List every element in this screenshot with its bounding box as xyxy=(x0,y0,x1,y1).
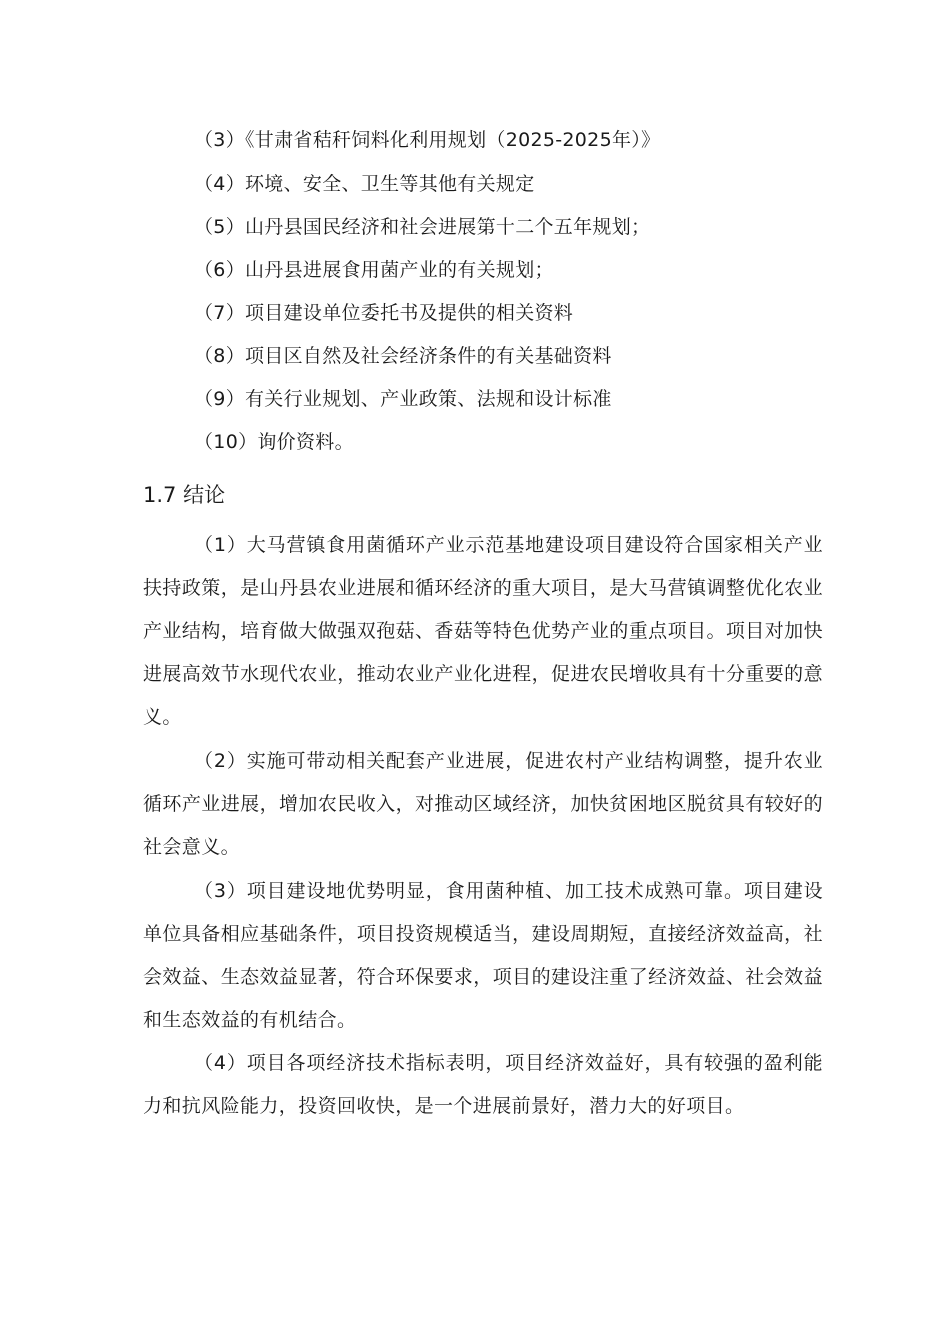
basis-item-7: （7）项目建设单位委托书及提供的相关资料 xyxy=(194,302,574,324)
basis-item-10: （10）询价资料。 xyxy=(194,431,354,453)
conclusion-paragraph-1: （1）大马营镇食用菌循环产业示范基地建设项目建设符合国家相关产业扶持政策，是山丹县农业进展和循环经济的重大项目，是大马营镇调整优化农业产业结构，培育做大做强双孢菇、香菇等特色优势产业的重点项目。项目对加快进展高效节水现代农业，推动农业产业化进程，促进农民增收具有十分重要的意义。 xyxy=(143,534,823,728)
basis-item-3: （3）《甘肃省秸秆饲料化利用规划（2025-2025年）》 xyxy=(194,129,661,151)
basis-item-9: （9）有关行业规划、产业政策、法规和设计标准 xyxy=(194,388,612,410)
conclusion-paragraph-3: （3）项目建设地优势明显，食用菌种植、加工技术成熟可靠。项目建设单位具备相应基础条件，项目投资规模适当，建设周期短，直接经济效益高，社会效益、生态效益显著，符合环保要求，项目的建设注重了经济效益、社会效益和生态效益的有机结合。 xyxy=(143,880,823,1031)
conclusion-paragraph-2: （2）实施可带动相关配套产业进展，促进农村产业结构调整，提升农业循环产业进展，增加农民收入，对推动区域经济，加快贫困地区脱贫具有较好的社会意义。 xyxy=(143,750,823,858)
section-heading: 1.7 结论 xyxy=(143,483,226,507)
basis-item-8: （8）项目区自然及社会经济条件的有关基础资料 xyxy=(194,345,612,367)
basis-item-5: （5）山丹县国民经济和社会进展第十二个五年规划； xyxy=(194,216,651,238)
basis-item-6: （6）山丹县进展食用菌产业的有关规划； xyxy=(194,259,554,281)
conclusion-paragraph-4: （4）项目各项经济技术指标表明，项目经济效益好，具有较强的盈利能力和抗风险能力，投资回收快，是一个进展前景好，潜力大的好项目。 xyxy=(143,1052,823,1117)
basis-item-4: （4）环境、安全、卫生等其他有关规定 xyxy=(194,173,535,195)
